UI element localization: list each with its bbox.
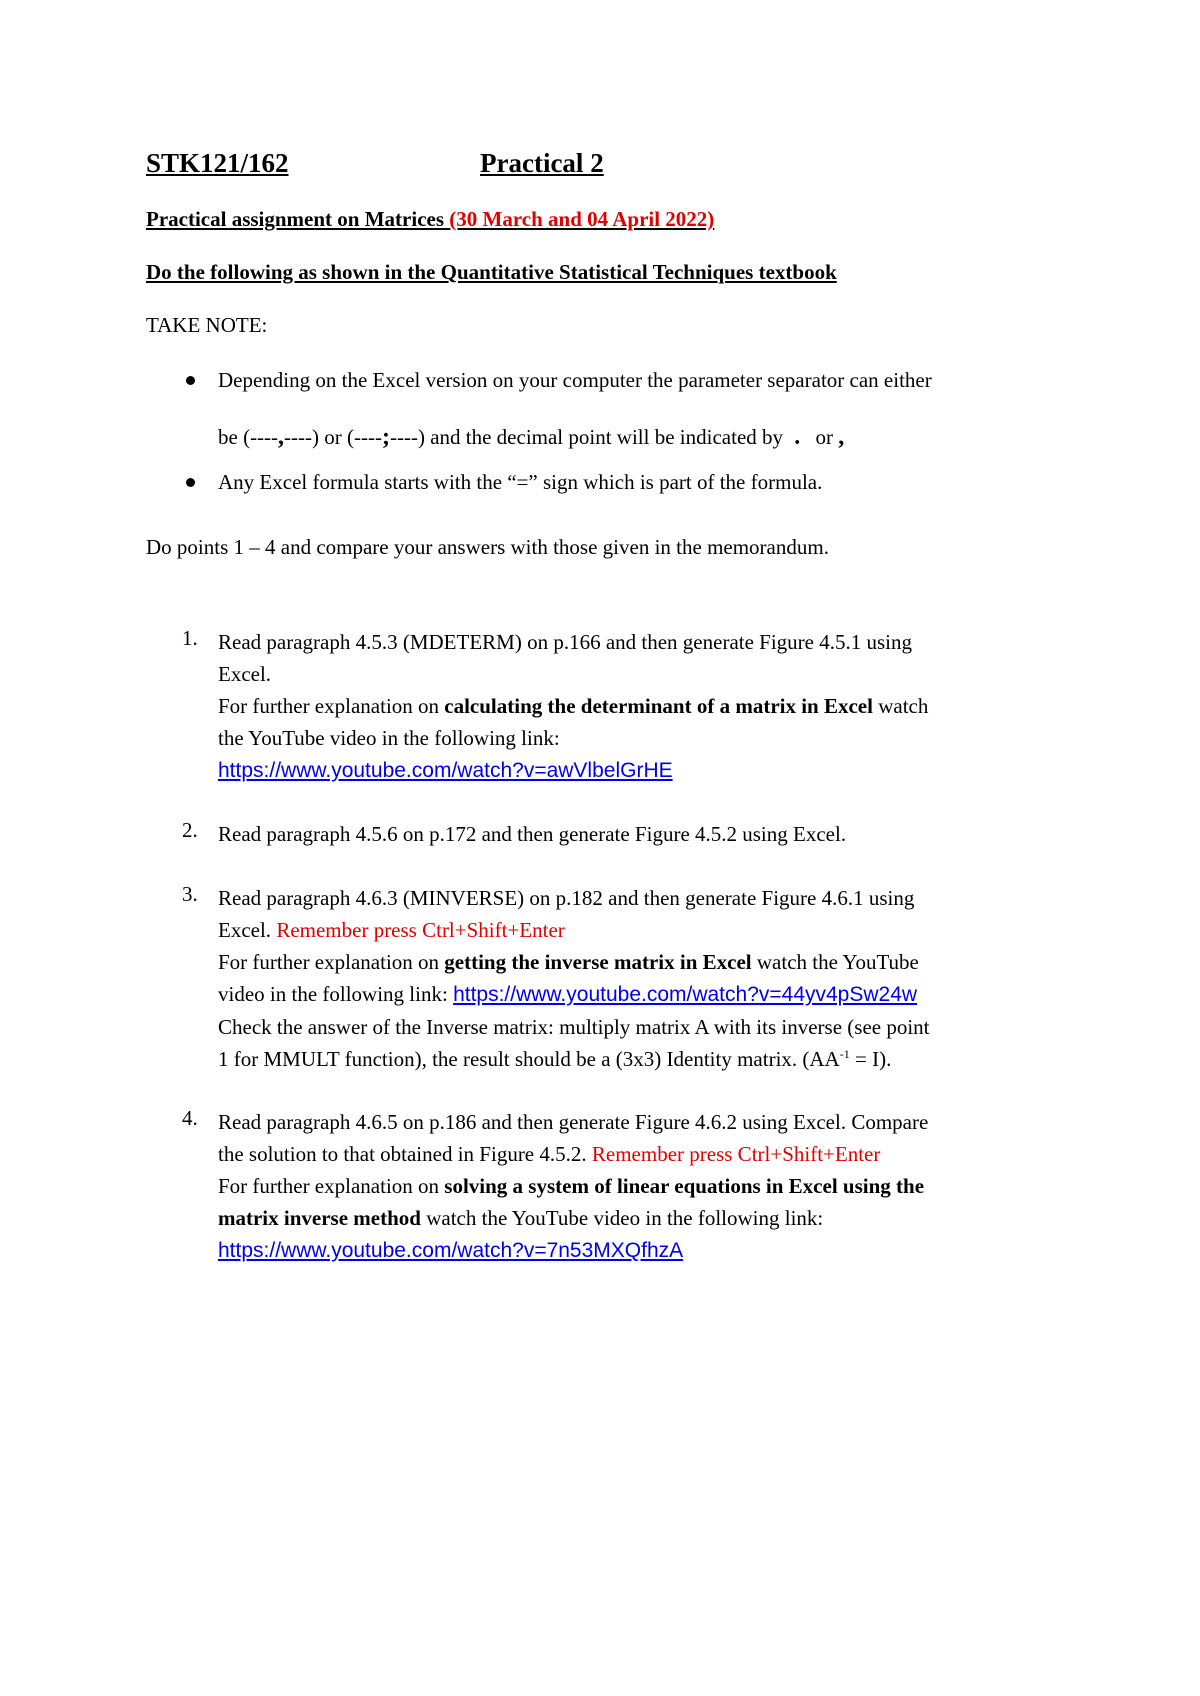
youtube-link-determinant[interactable]: https://www.youtube.com/watch?v=awVlbelGrHE [218,759,673,782]
text-span: Excel. [218,918,277,942]
bold-span: getting the inverse matrix in Excel [444,950,752,974]
item-line: Read paragraph 4.5.3 (MDETERM) on p.166 and then generate Figure 4.5.1 using [218,630,913,654]
dot-decimal: . [794,424,801,450]
youtube-link-linear-equations[interactable]: https://www.youtube.com/watch?v=7n53MXQfhzA [218,1239,684,1262]
item-body [218,818,1078,850]
reminder-text: Remember press Ctrl+Shift+Enter [276,918,565,942]
bold-span: solving a system of linear equations in Excel using the [444,1174,925,1198]
text-span: 1 for MMULT function), the result should be a (3x3) Identity matrix. (AA [218,1047,840,1071]
separator-text-a: be (---- [218,425,279,449]
take-note-label: TAKE NOTE: [146,313,268,337]
text-span: For further explanation on [218,1174,445,1198]
comma-separator: , [278,424,285,450]
bold-span: calculating the determinant of a matrix in Excel [444,694,873,718]
text-span: video in the following link: [218,982,454,1006]
text-span: = I). [849,1047,892,1071]
item-line [218,690,1078,722]
assignment-subtitle [146,207,714,232]
bullet1-line1: Depending on the Excel version on your computer the parameter separator can either [218,368,932,392]
item-body [218,882,1078,1075]
item-number: 4. [182,1106,198,1130]
text-span: watch the YouTube video in the following link: [420,1206,824,1230]
item-line [218,978,1078,1011]
semicolon-separator: ; [381,424,390,450]
subtitle-dates: (30 March and 04 April 2022) [449,207,715,231]
comma-decimal: , [838,424,845,450]
practical-title: Practical 2 [480,148,604,178]
item-line [218,1170,1078,1202]
item-line: Check the answer of the Inverse matrix: multiply matrix A with its inverse (see point [218,1015,930,1039]
bullet-icon [186,478,195,487]
reminder-text: Remember press Ctrl+Shift+Enter [591,1142,881,1166]
text-span: For further explanation on [218,950,445,974]
item-line: Read paragraph 4.6.5 on p.186 and then generate Figure 4.6.2 using Excel. Compare [218,1110,929,1134]
item-number: 3. [182,882,198,906]
course-code: STK121/162 [146,148,289,178]
bullet-icon [186,376,195,385]
text-span: For further explanation on [218,694,445,718]
item-line [218,1138,1078,1170]
item-line [218,946,1078,978]
superscript: -1 [839,1047,850,1061]
bold-span: matrix inverse method [218,1206,421,1230]
item-line [218,1202,1078,1234]
separator-text-b: ----) or (---- [284,425,382,449]
item-line: Excel. [218,662,272,686]
item-line [218,914,1078,946]
text-span: watch the YouTube [751,950,919,974]
item-line: the YouTube video in the following link: [218,726,560,750]
item-line: Read paragraph 4.6.3 (MINVERSE) on p.182 and then generate Figure 4.6.1 using [218,886,915,910]
instruction-heading: Do the following as shown in the Quantitative Statistical Techniques textbook [146,260,837,284]
item-body [218,626,1078,787]
intro-text: Do points 1 – 4 and compare your answers with those given in the memorandum. [146,535,829,559]
bullet1-line2 [218,421,844,453]
item-body [218,1106,1078,1267]
or-text: or [815,425,834,449]
bullet2-text: Any Excel formula starts with the “=” sign which is part of the formula. [218,470,823,494]
text-span: watch [872,694,929,718]
youtube-link-inverse[interactable]: https://www.youtube.com/watch?v=44yv4pSw24w [453,983,918,1006]
item-line: Read paragraph 4.5.6 on p.172 and then generate Figure 4.5.2 using Excel. [218,822,847,846]
text-span: the solution to that obtained in Figure 4.5.2. [218,1142,592,1166]
subtitle-main: Practical assignment on Matrices [146,207,445,231]
item-number: 1. [182,626,198,650]
separator-text-c: ----) and the decimal point will be indicated by [389,425,784,449]
item-line [218,1043,1078,1075]
item-number: 2. [182,818,198,842]
